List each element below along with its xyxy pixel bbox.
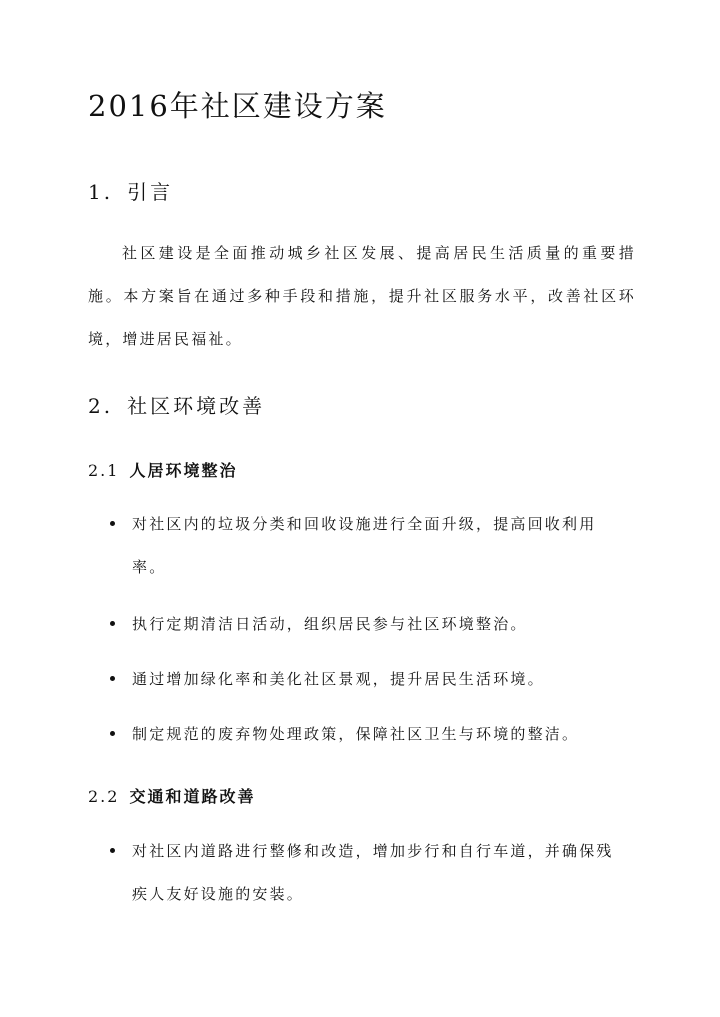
- document-title: 2016年社区建设方案: [88, 89, 387, 123]
- list-item-text: 对社区内道路进行整修和改造，增加步行和自行车道，并确保残疾人友好设施的安装。: [132, 842, 614, 903]
- subsection-number: 2.1: [88, 461, 120, 480]
- list-item-text: 通过增加绿化率和美化社区景观，提升居民生活环境。: [132, 670, 545, 688]
- subsection-title: 人居环境整治: [129, 461, 238, 480]
- section-number: 1.: [88, 180, 114, 204]
- list-item: [110, 658, 630, 701]
- section-heading-intro: [88, 176, 173, 205]
- bullet-icon: [110, 676, 115, 681]
- subsection-heading-traffic-roads: [88, 784, 255, 807]
- bullet-icon: [110, 848, 115, 853]
- subsection-number: 2.2: [88, 787, 120, 806]
- bullet-icon: [110, 731, 115, 736]
- section-heading-environment: [88, 390, 265, 419]
- subsection-heading-living-environment: [88, 458, 237, 481]
- subsection-title: 交通和道路改善: [129, 787, 256, 806]
- list-item: [110, 713, 630, 756]
- list-item-text: 对社区内的垃圾分类和回收设施进行全面升级，提高回收利用率。: [132, 515, 597, 576]
- list-item: [110, 603, 630, 646]
- bullet-icon: [110, 521, 115, 526]
- list-item-text: 制定规范的废弃物处理政策，保障社区卫生与环境的整洁。: [132, 725, 580, 743]
- section-number: 2.: [88, 394, 114, 418]
- section-title: 引言: [127, 180, 174, 204]
- section-title: 社区环境改善: [127, 394, 266, 418]
- list-item-text: 执行定期清洁日活动，组织居民参与社区环境整治。: [132, 615, 528, 633]
- list-item: [110, 503, 630, 589]
- bullet-icon: [110, 621, 115, 626]
- list-item: [110, 830, 630, 916]
- intro-paragraph: 社区建设是全面推动城乡社区发展、提高居民生活质量的重要措施。本方案旨在通过多种手段和措施，提升社区服务水平，改善社区环境，增进居民福祉。: [88, 244, 636, 348]
